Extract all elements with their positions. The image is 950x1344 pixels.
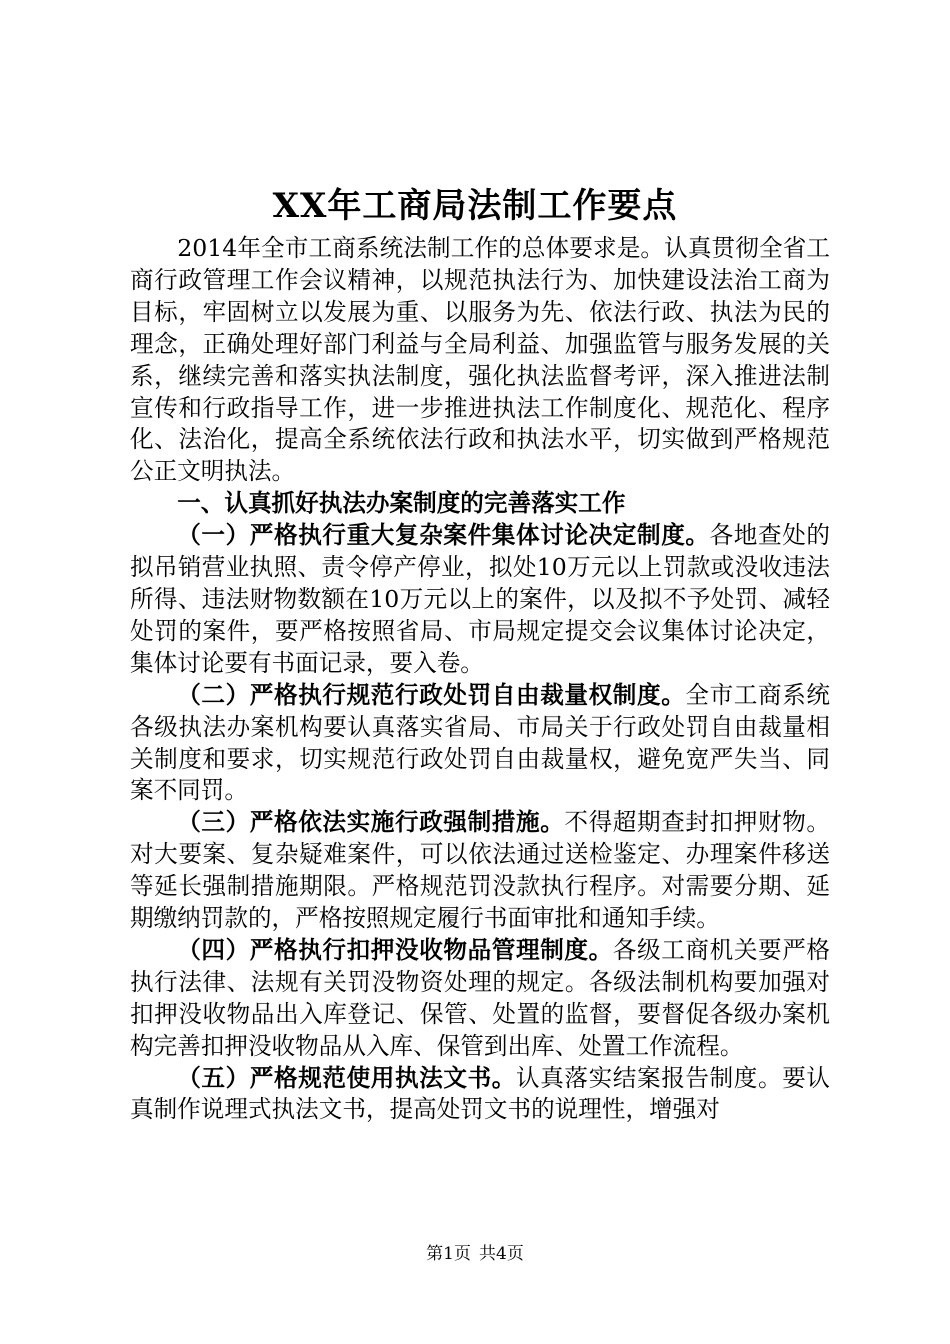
document-body — [130, 233, 830, 1126]
item-text-5: 认真落实结案报告制度。要认真制作说理式执法文书，提高处罚文书的说理性，增强对 — [130, 1063, 831, 1124]
item-text-1: 各地查处的拟吊销营业执照、责令停产停业，拟处10万元以上罚款或没收违法所得、违法财物数额在10万元以上的案件，以及拟不予处罚、减轻处罚的案件，要严格按照省局、市局规定提交会议集体讨论决定，集体讨论要有书面记录，要入卷。 — [130, 521, 831, 677]
document-title: XX年工商局法制工作要点 — [272, 186, 678, 226]
intro-paragraph: 2014年全市工商系统法制工作的总体要求是。认真贯彻全省工商行政管理工作会议精神，以规范执法行为、加快建设法治工商为目标，牢固树立以发展为重、以服务为先、依法行政、执法为民的理念，正确处理好部门利益与全局利益、加强监管与服务发展的关系，继续完善和落实执法制度，强化执法监督考评，深入推进法制宣传和行政指导工作，进一步推进执法工作制度化、规范化、程序化、法治化，提高全系统依法行政和执法水平，切实做到严格规范公正文明执法。 — [130, 234, 830, 486]
page-total: 共4页 — [479, 1244, 524, 1264]
page-number: 第1页 — [426, 1244, 471, 1264]
item-text-4: 各级工商机关要严格执行法律、法规有关罚没物资处理的规定。各级法制机构要加强对扣押没收物品出入库登记、保管、处置的监督，要督促各级办案机构完善扣押没收物品从入库、保管到出库、处置工作流程。 — [130, 935, 831, 1060]
item-text-2: 全市工商系统各级执法办案机构要认真落实省局、市局关于行政处罚自由裁量相关制度和要求，切实规范行政处罚自由裁量权，避免宽严失当、同案不同罚。 — [130, 680, 831, 805]
item-lead-5: （五）严格规范使用执法文书。 — [177, 1063, 516, 1092]
item-paragraph-4 — [130, 935, 830, 1063]
item-lead-4: （四）严格执行扣押没收物品管理制度。 — [177, 935, 613, 964]
item-paragraph-5 — [130, 1063, 830, 1127]
item-lead-1: （一）严格执行重大复杂案件集体讨论决定制度。 — [177, 521, 710, 550]
item-lead-2: （二）严格执行规范行政处罚自由裁量权制度。 — [177, 680, 686, 709]
item-paragraph-1 — [130, 520, 830, 680]
section-heading-1: 一、认真抓好执法办案制度的完善落实工作 — [177, 489, 626, 518]
item-paragraph-2 — [130, 680, 830, 808]
item-text-3: 不得超期查封扣押财物。对大要案、复杂疑难案件，可以依法通过送检鉴定、办理案件移送等延长强制措施期限。严格规范罚没款执行程序。对需要分期、延期缴纳罚款的，严格按照规定履行书面审批和通知手续。 — [130, 808, 831, 933]
item-lead-3: （三）严格依法实施行政强制措施。 — [177, 808, 565, 837]
item-paragraph-3 — [130, 807, 830, 935]
page-footer — [0, 1242, 950, 1266]
